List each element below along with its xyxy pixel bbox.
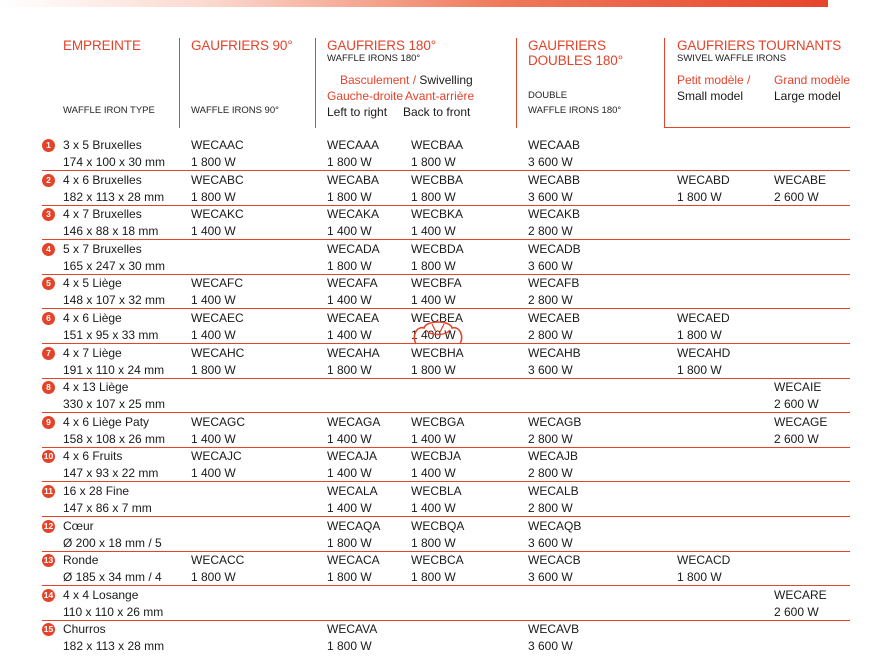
product-code: WECAQA bbox=[327, 519, 381, 533]
product-code: WECAFB bbox=[528, 276, 580, 290]
product-code: WECAEB bbox=[528, 311, 581, 325]
power-rating: 1 800 W bbox=[327, 639, 372, 653]
row-number-badge: 6 bbox=[42, 312, 55, 325]
waffle-type-name: 4 x 4 Losange bbox=[63, 588, 139, 602]
header-left-to-right: Left to right bbox=[327, 105, 388, 119]
power-rating: 2 600 W bbox=[774, 432, 819, 446]
waffle-dimensions: 174 x 100 x 30 mm bbox=[63, 155, 166, 169]
row-number-badge: 13 bbox=[43, 555, 54, 565]
power-rating: 3 600 W bbox=[528, 639, 573, 653]
header-avant-arriere: Avant-arrière bbox=[405, 89, 475, 103]
product-code: WECBBA bbox=[411, 173, 464, 187]
product-code: WECABD bbox=[677, 173, 730, 187]
row-number-badge: 8 bbox=[42, 381, 55, 394]
waffle-dimensions: 182 x 113 x 28 mm bbox=[63, 639, 165, 653]
product-code: WECACB bbox=[528, 553, 581, 567]
waffle-type-name: 5 x 7 Bruxelles bbox=[63, 242, 142, 256]
power-rating: 1 800 W bbox=[411, 259, 456, 273]
header-grand-modele: Grand modèle bbox=[774, 73, 851, 87]
power-rating: 1 400 W bbox=[327, 501, 372, 515]
waffle-type-name: 4 x 13 Liège bbox=[63, 380, 129, 394]
power-rating: 1 800 W bbox=[191, 570, 236, 584]
header-separator bbox=[315, 38, 316, 128]
header-back-to-front: Back to front bbox=[403, 105, 471, 119]
power-rating: 2 600 W bbox=[774, 397, 819, 411]
power-rating: 1 800 W bbox=[411, 155, 456, 169]
header-waffle-irons-90: WAFFLE IRONS 90° bbox=[191, 105, 279, 116]
product-code: WECABA bbox=[327, 173, 380, 187]
waffle-dimensions: 158 x 108 x 26 mm bbox=[63, 432, 166, 446]
row-divider bbox=[42, 481, 850, 482]
power-rating: 1 800 W bbox=[677, 570, 722, 584]
watermark-logo-icon bbox=[410, 318, 466, 348]
power-rating: 1 800 W bbox=[411, 363, 456, 377]
waffle-type-name: 4 x 6 Fruits bbox=[63, 449, 123, 463]
swivelling-label: Swivelling bbox=[419, 73, 473, 87]
product-code: WECBJA bbox=[411, 449, 462, 463]
product-code: WECAED bbox=[677, 311, 730, 325]
power-rating: 2 800 W bbox=[528, 328, 573, 342]
row-number-badge: 3 bbox=[42, 208, 55, 221]
product-code: WECACA bbox=[327, 553, 380, 567]
top-gradient-bar bbox=[0, 0, 828, 7]
product-code: WECALA bbox=[327, 484, 378, 498]
product-code: WECAGA bbox=[327, 415, 381, 429]
power-rating: 3 600 W bbox=[528, 155, 573, 169]
product-code: WECAHC bbox=[191, 346, 245, 360]
header-double-waffle-irons: WAFFLE IRONS 180° bbox=[528, 105, 622, 116]
product-code: WECBDA bbox=[411, 242, 464, 256]
header-waffle-irons-180: WAFFLE IRONS 180° bbox=[327, 53, 421, 64]
power-rating: 1 400 W bbox=[191, 224, 236, 238]
power-rating: 1 400 W bbox=[411, 501, 456, 515]
power-rating: 2 800 W bbox=[528, 224, 573, 238]
power-rating: 1 800 W bbox=[327, 570, 372, 584]
product-code: WECACD bbox=[677, 553, 731, 567]
product-code: WECAHB bbox=[528, 346, 581, 360]
waffle-type-name: 4 x 6 Liège Paty bbox=[63, 415, 150, 429]
basculement-label: Basculement / bbox=[340, 73, 420, 87]
product-code: WECAGC bbox=[191, 415, 245, 429]
power-rating: 1 800 W bbox=[411, 536, 456, 550]
power-rating: 1 800 W bbox=[411, 190, 456, 204]
product-code: WECAGB bbox=[528, 415, 582, 429]
power-rating: 1 800 W bbox=[327, 536, 372, 550]
row-divider bbox=[42, 205, 850, 206]
header-small-model: Small model bbox=[677, 89, 744, 103]
waffle-dimensions: 165 x 247 x 30 mm bbox=[63, 259, 166, 273]
row-number-badge: 5 bbox=[42, 277, 55, 290]
row-divider bbox=[42, 308, 850, 309]
product-code: WECABC bbox=[191, 173, 244, 187]
waffle-dimensions: 191 x 110 x 24 mm bbox=[63, 363, 165, 377]
header-double: DOUBLE bbox=[528, 90, 568, 101]
header-gauche-droite: Gauche-droite bbox=[327, 89, 404, 103]
product-code: WECAAB bbox=[528, 138, 581, 152]
waffle-type-name: Cœur bbox=[63, 519, 94, 533]
waffle-type-name: 4 x 6 Bruxelles bbox=[63, 173, 142, 187]
power-rating: 2 800 W bbox=[528, 466, 573, 480]
waffle-dimensions: 146 x 88 x 18 mm bbox=[63, 224, 159, 238]
product-code: WECAKA bbox=[327, 207, 380, 221]
product-code: WECAEA bbox=[327, 311, 380, 325]
power-rating: 1 400 W bbox=[411, 224, 456, 238]
row-number-badge: 9 bbox=[42, 416, 55, 429]
row-number-badge: 4 bbox=[42, 243, 55, 256]
power-rating: 3 600 W bbox=[528, 190, 573, 204]
power-rating: 1 800 W bbox=[677, 363, 722, 377]
power-rating: 1 800 W bbox=[191, 190, 236, 204]
waffle-dimensions: 182 x 113 x 28 mm bbox=[63, 190, 165, 204]
row-divider bbox=[42, 447, 850, 448]
product-code: WECBKA bbox=[411, 207, 464, 221]
product-code: WECAKC bbox=[191, 207, 244, 221]
product-code: WECBAA bbox=[411, 138, 464, 152]
row-divider bbox=[42, 170, 850, 171]
power-rating: 1 400 W bbox=[191, 293, 236, 307]
header-gaufriers-doubles: GAUFRIERS bbox=[528, 38, 606, 53]
row-divider bbox=[42, 378, 850, 379]
power-rating: 3 600 W bbox=[528, 536, 573, 550]
waffle-dimensions: 110 x 110 x 26 mm bbox=[63, 605, 164, 619]
waffle-type-name: 3 x 5 Bruxelles bbox=[63, 138, 142, 152]
header-gaufriers-tournants: GAUFRIERS TOURNANTS bbox=[677, 38, 842, 53]
header-petit-modele: Petit modèle / bbox=[677, 73, 751, 87]
product-code: WECABE bbox=[774, 173, 827, 187]
row-number-badge: 15 bbox=[43, 624, 54, 634]
power-rating: 2 800 W bbox=[528, 501, 573, 515]
power-rating: 1 800 W bbox=[677, 328, 722, 342]
row-divider bbox=[42, 585, 850, 586]
product-code: WECBEA bbox=[411, 311, 464, 325]
waffle-type-name: 4 x 6 Liège bbox=[63, 311, 122, 325]
product-code: WECAHD bbox=[677, 346, 731, 360]
product-code: WECAFC bbox=[191, 276, 243, 290]
header-gaufriers-90: GAUFRIERS 90° bbox=[191, 38, 293, 53]
product-code: WECAJC bbox=[191, 449, 242, 463]
product-code: WECAAA bbox=[327, 138, 380, 152]
header-empreinte: EMPREINTE bbox=[63, 38, 141, 53]
product-code: WECAGE bbox=[774, 415, 828, 429]
product-code: WECARE bbox=[774, 588, 827, 602]
power-rating: 3 600 W bbox=[528, 363, 573, 377]
product-code: WECAJB bbox=[528, 449, 579, 463]
header-waffle-iron-type: WAFFLE IRON TYPE bbox=[63, 105, 155, 116]
product-code: WECADA bbox=[327, 242, 380, 256]
product-code: WECBLA bbox=[411, 484, 462, 498]
header-separator bbox=[664, 38, 665, 128]
row-number-badge: 14 bbox=[43, 590, 54, 600]
power-rating: 1 800 W bbox=[327, 155, 372, 169]
waffle-dimensions: 151 x 95 x 33 mm bbox=[63, 328, 159, 342]
power-rating: 1 400 W bbox=[411, 328, 456, 342]
power-rating: 2 800 W bbox=[528, 293, 573, 307]
product-code: WECALB bbox=[528, 484, 579, 498]
product-code: WECAEC bbox=[191, 311, 244, 325]
product-code: WECABB bbox=[528, 173, 581, 187]
waffle-dimensions: 330 x 107 x 25 mm bbox=[63, 397, 166, 411]
row-number-badge: 1 bbox=[42, 139, 55, 152]
product-code: WECAVB bbox=[528, 622, 580, 636]
product-code: WECAJA bbox=[327, 449, 378, 463]
product-code: WECBFA bbox=[411, 276, 462, 290]
power-rating: 1 800 W bbox=[327, 190, 372, 204]
product-code: WECAAC bbox=[191, 138, 244, 152]
power-rating: 3 600 W bbox=[528, 570, 573, 584]
power-rating: 1 400 W bbox=[411, 293, 456, 307]
power-rating: 1 400 W bbox=[327, 432, 372, 446]
power-rating: 1 400 W bbox=[327, 224, 372, 238]
power-rating: 1 400 W bbox=[191, 466, 236, 480]
product-code: WECADB bbox=[528, 242, 581, 256]
row-divider bbox=[42, 239, 850, 240]
power-rating: 1 800 W bbox=[677, 190, 722, 204]
power-rating: 1 400 W bbox=[327, 328, 372, 342]
row-divider bbox=[42, 620, 850, 621]
row-number-badge: 12 bbox=[43, 521, 54, 531]
header-doubles-180: DOUBLES 180° bbox=[528, 53, 623, 68]
power-rating: 2 600 W bbox=[774, 190, 819, 204]
row-divider bbox=[42, 274, 850, 275]
header-gaufriers-180: GAUFRIERS 180° bbox=[327, 38, 437, 53]
power-rating: 1 800 W bbox=[191, 155, 236, 169]
row-divider bbox=[42, 516, 850, 517]
power-rating: 1 400 W bbox=[411, 432, 456, 446]
power-rating: 1 400 W bbox=[191, 328, 236, 342]
power-rating: 1 800 W bbox=[327, 363, 372, 377]
waffle-type-name: 4 x 7 Liège bbox=[63, 346, 122, 360]
row-divider bbox=[42, 551, 850, 552]
row-number-badge: 7 bbox=[42, 347, 55, 360]
waffle-type-name: 4 x 5 Liège bbox=[63, 276, 122, 290]
power-rating: 2 800 W bbox=[528, 432, 573, 446]
power-rating: 1 800 W bbox=[411, 570, 456, 584]
power-rating: 1 400 W bbox=[327, 466, 372, 480]
power-rating: 1 400 W bbox=[191, 432, 236, 446]
product-code: WECAVA bbox=[327, 622, 378, 636]
product-code: WECBGA bbox=[411, 415, 465, 429]
waffle-type-name: Ronde bbox=[63, 553, 99, 567]
product-code: WECAFA bbox=[327, 276, 378, 290]
product-code: WECBQA bbox=[411, 519, 465, 533]
row-number-badge: 10 bbox=[43, 451, 54, 461]
row-number-badge: 2 bbox=[42, 174, 55, 187]
header-swivel-waffle-irons: SWIVEL WAFFLE IRONS bbox=[677, 53, 787, 64]
product-code: WECBCA bbox=[411, 553, 464, 567]
header-separator bbox=[516, 38, 517, 128]
product-code: WECAHA bbox=[327, 346, 380, 360]
power-rating: 1 400 W bbox=[411, 466, 456, 480]
header-underline bbox=[664, 127, 850, 128]
waffle-dimensions: Ø 185 x 34 mm / 4 bbox=[63, 570, 162, 584]
product-code: WECAIE bbox=[774, 380, 822, 394]
power-rating: 2 600 W bbox=[774, 605, 819, 619]
row-divider bbox=[42, 412, 850, 413]
header-basculement bbox=[340, 73, 473, 87]
waffle-dimensions: 147 x 86 x 7 mm bbox=[63, 501, 152, 515]
waffle-dimensions: 147 x 93 x 22 mm bbox=[63, 466, 159, 480]
waffle-type-name: 16 x 28 Fine bbox=[63, 484, 130, 498]
power-rating: 1 800 W bbox=[327, 259, 372, 273]
power-rating: 3 600 W bbox=[528, 259, 573, 273]
power-rating: 1 800 W bbox=[191, 363, 236, 377]
product-code: WECAKB bbox=[528, 207, 581, 221]
waffle-type-name: 4 x 7 Bruxelles bbox=[63, 207, 142, 221]
header-large-model: Large model bbox=[774, 89, 841, 103]
header-separator bbox=[179, 38, 180, 128]
product-code: WECAQB bbox=[528, 519, 582, 533]
power-rating: 1 400 W bbox=[327, 293, 372, 307]
waffle-dimensions: 148 x 107 x 32 mm bbox=[63, 293, 166, 307]
product-code: WECBHA bbox=[411, 346, 464, 360]
waffle-type-name: Churros bbox=[63, 622, 106, 636]
product-code: WECACC bbox=[191, 553, 245, 567]
waffle-dimensions: Ø 200 x 18 mm / 5 bbox=[63, 536, 162, 550]
row-number-badge: 11 bbox=[44, 486, 53, 496]
